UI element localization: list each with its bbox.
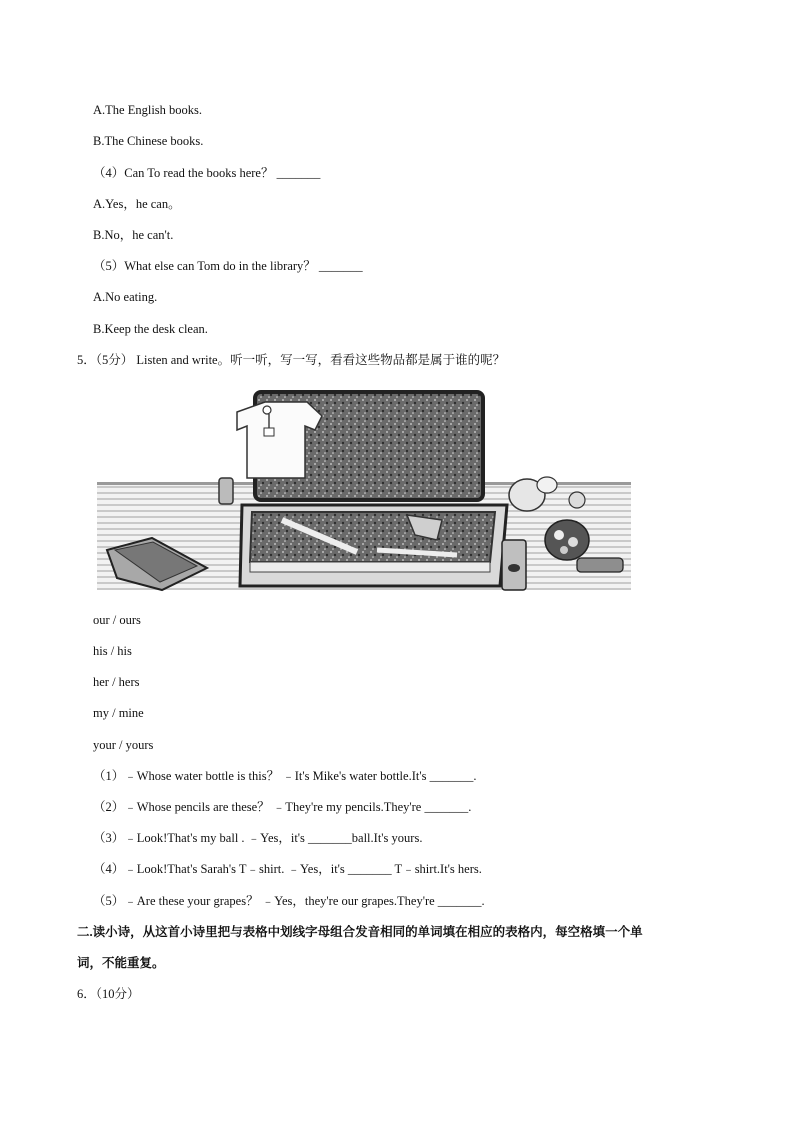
option-b: B.The Chinese books. bbox=[93, 134, 204, 148]
q5-item-1: （1）﹣Whose water bottle is this？ ﹣It's Mike's water bottle.It's _______. bbox=[93, 769, 477, 783]
q5-item-3: （3）﹣Look!That's my ball . ﹣Yes，it's _______ball.It's yours. bbox=[93, 831, 423, 845]
word-bank-3: her / hers bbox=[93, 675, 140, 689]
section-2-heading-line1: 二.读小诗，从这首小诗里把与表格中划线字母组合发音相同的单词填在相应的表格内，每空格填一个单 bbox=[77, 925, 643, 939]
word-bank-4: my / mine bbox=[93, 706, 144, 720]
sub-question-4: （4）Can To read the books here？ _______ bbox=[93, 166, 321, 180]
sub-question-5: （5）What else can Tom do in the library？ _______ bbox=[93, 259, 363, 273]
q5-item-5: （5）﹣Are these your grapes？ ﹣Yes，they're our grapes.They're _______. bbox=[93, 894, 485, 908]
question-6-header: 6．（10分） bbox=[77, 987, 140, 1001]
q5-item-2: （2）﹣Whose pencils are these？ ﹣They're my pencils.They're _______. bbox=[93, 800, 472, 814]
suitcase-illustration bbox=[97, 390, 631, 595]
q5-item-4: （4）﹣Look!That's Sarah's T﹣shirt. ﹣Yes，it's _______ T﹣shirt.It's hers. bbox=[93, 862, 482, 876]
sub5-option-b: B.Keep the desk clean. bbox=[93, 322, 208, 336]
option-a: A.The English books. bbox=[93, 103, 203, 117]
word-bank-1: our / ours bbox=[93, 613, 141, 627]
sub5-option-a: A.No eating. bbox=[93, 290, 158, 304]
sub4-option-a: A.Yes，he can。 bbox=[93, 197, 181, 211]
word-bank-5: your / yours bbox=[93, 738, 154, 752]
word-bank-2: his / his bbox=[93, 644, 132, 658]
section-2-heading-line2: 词，不能重复。 bbox=[77, 956, 165, 970]
question-5-header: 5．（5分） Listen and write。听一听，写一写，看看这些物品都是属于谁的呢？ bbox=[77, 353, 506, 367]
sub4-option-b: B.No，he can't. bbox=[93, 228, 174, 242]
